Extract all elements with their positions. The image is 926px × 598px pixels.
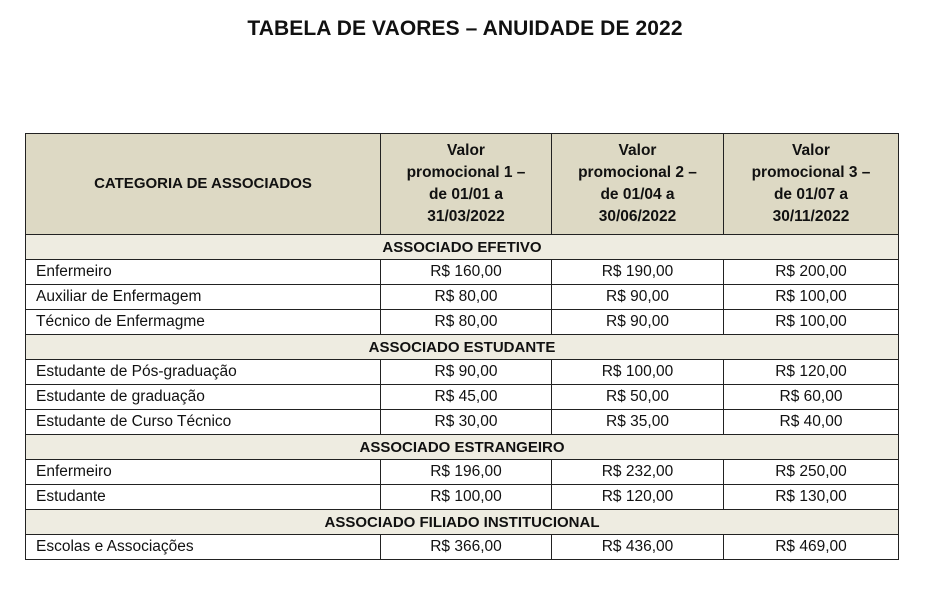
price-table: [25, 133, 899, 560]
promo2-value-cell: R$ 50,00: [552, 385, 724, 410]
table-row: [26, 385, 899, 410]
promo1-value-cell: R$ 196,00: [381, 460, 552, 485]
promo3-value-cell: R$ 40,00: [724, 410, 899, 435]
category-cell: Enfermeiro: [26, 260, 381, 285]
section-title: ASSOCIADO FILIADO INSTITUCIONAL: [26, 510, 899, 535]
promo2-value-cell: R$ 100,00: [552, 360, 724, 385]
category-cell: Estudante de Pós-graduação: [26, 360, 381, 385]
table-row: [26, 485, 899, 510]
category-column-header: CATEGORIA DE ASSOCIADOS: [26, 134, 381, 235]
promo2-value-cell: R$ 232,00: [552, 460, 724, 485]
promo3-header-line: 30/11/2022: [772, 208, 850, 225]
promo2-value-cell: R$ 35,00: [552, 410, 724, 435]
section-row-estrangeiro: [26, 435, 899, 460]
promo3-value-cell: R$ 60,00: [724, 385, 899, 410]
promo1-header-line: Valor: [447, 142, 485, 159]
promo2-value-cell: R$ 190,00: [552, 260, 724, 285]
section-title: ASSOCIADO ESTRANGEIRO: [26, 435, 899, 460]
promo3-column-header: [724, 134, 899, 235]
table-row: [26, 535, 899, 560]
promo1-header-line: 31/03/2022: [427, 208, 505, 225]
page-title: TABELA DE VAORES – ANUIDADE DE 2022: [247, 17, 683, 40]
category-cell: Estudante de Curso Técnico: [26, 410, 381, 435]
promo2-header-line: promocional 2 –: [578, 164, 697, 181]
promo2-header-line: Valor: [618, 142, 657, 159]
promo1-value-cell: R$ 30,00: [381, 410, 552, 435]
promo3-header-line: de 01/07 a: [773, 186, 849, 203]
promo1-header-line: de 01/01 a: [428, 186, 504, 203]
promo2-column-header: [552, 134, 724, 235]
category-cell: Enfermeiro: [26, 460, 381, 485]
table-header-row: [26, 134, 899, 235]
table-row: [26, 285, 899, 310]
category-cell: Auxiliar de Enfermagem: [26, 285, 381, 310]
promo1-header-line: promocional 1 –: [406, 164, 526, 181]
promo2-value-cell: R$ 120,00: [552, 485, 724, 510]
promo1-column-header: [381, 134, 552, 235]
promo2-value-cell: R$ 90,00: [552, 310, 724, 335]
promo3-value-cell: R$ 130,00: [724, 485, 899, 510]
table-row: [26, 260, 899, 285]
promo2-header-line: de 01/04 a: [600, 186, 675, 203]
promo1-value-cell: R$ 80,00: [381, 285, 552, 310]
table-row: [26, 360, 899, 385]
table-row: [26, 460, 899, 485]
promo1-value-cell: R$ 90,00: [381, 360, 552, 385]
promo1-value-cell: R$ 80,00: [381, 310, 552, 335]
promo1-value-cell: R$ 45,00: [381, 385, 552, 410]
category-cell: Técnico de Enfermagme: [26, 310, 381, 335]
promo2-value-cell: R$ 436,00: [552, 535, 724, 560]
section-row-estudante: [26, 335, 899, 360]
table-row: [26, 310, 899, 335]
promo3-header-line: Valor: [792, 142, 830, 159]
section-row-filiado-institucional: [26, 510, 899, 535]
promo1-value-cell: R$ 160,00: [381, 260, 552, 285]
category-cell: Estudante: [26, 485, 381, 510]
promo3-value-cell: R$ 100,00: [724, 310, 899, 335]
promo1-value-cell: R$ 100,00: [381, 485, 552, 510]
category-cell: Escolas e Associações: [26, 535, 381, 560]
promo1-value-cell: R$ 366,00: [381, 535, 552, 560]
promo2-value-cell: R$ 90,00: [552, 285, 724, 310]
promo2-header-line: 30/06/2022: [598, 208, 677, 225]
promo3-value-cell: R$ 120,00: [724, 360, 899, 385]
promo3-header-line: promocional 3 –: [751, 164, 871, 181]
section-title: ASSOCIADO EFETIVO: [26, 235, 899, 260]
promo3-value-cell: R$ 250,00: [724, 460, 899, 485]
promo3-value-cell: R$ 469,00: [724, 535, 899, 560]
table-row: [26, 410, 899, 435]
promo3-value-cell: R$ 200,00: [724, 260, 899, 285]
promo3-value-cell: R$ 100,00: [724, 285, 899, 310]
section-title: ASSOCIADO ESTUDANTE: [26, 335, 899, 360]
category-cell: Estudante de graduação: [26, 385, 381, 410]
section-row-efetivo: [26, 235, 899, 260]
